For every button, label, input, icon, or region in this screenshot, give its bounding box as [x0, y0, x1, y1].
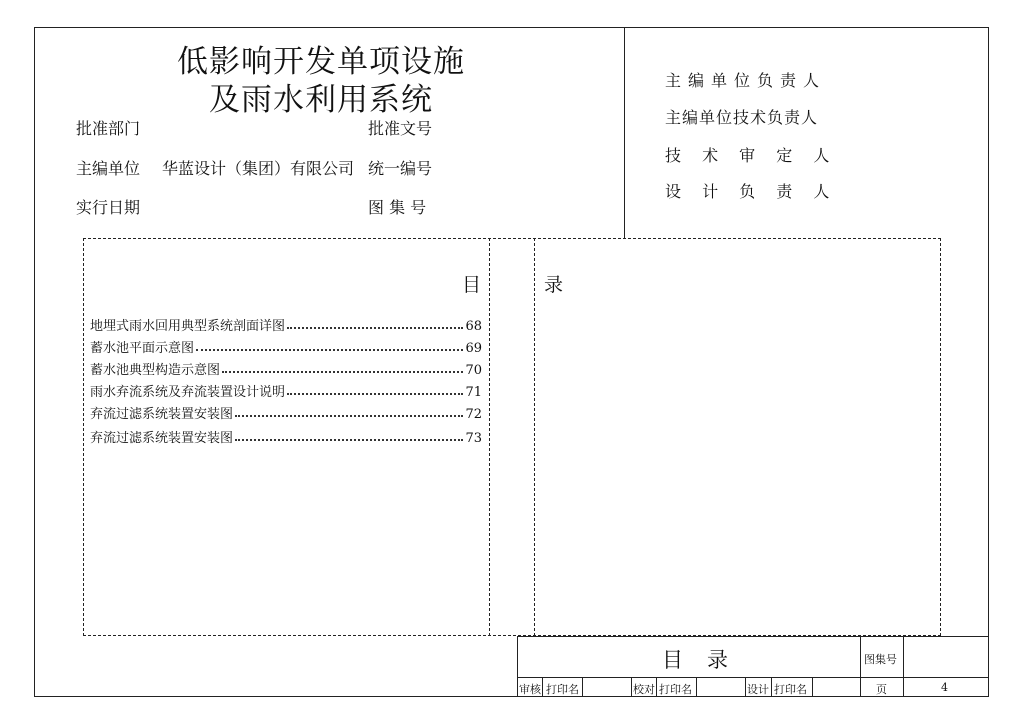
toc-item[interactable]	[90, 314, 482, 334]
title-block-divider	[903, 636, 904, 697]
design-name: 打印名	[774, 683, 807, 696]
toc-item-page: 70	[465, 363, 482, 378]
toc-item-page: 71	[465, 385, 482, 400]
review-label: 审核	[519, 683, 541, 696]
toc-item-page: 73	[465, 431, 482, 446]
tech-reviewer-label: 技 术 审 定 人	[665, 146, 838, 165]
approval-doc-label: 批准文号	[368, 119, 433, 138]
unified-no-label: 统一编号	[368, 159, 433, 178]
atlas-no-label-small: 图集号	[864, 653, 897, 666]
toc-item[interactable]	[90, 358, 482, 378]
page-number: 4	[941, 681, 948, 694]
toc-item[interactable]	[90, 336, 482, 356]
title-block-divider	[631, 677, 632, 697]
design-label: 设计	[747, 683, 769, 696]
toc-heading-right: 录	[544, 274, 564, 296]
title-block-row-divider	[517, 677, 989, 678]
header-divider	[624, 27, 625, 238]
atlas-title-line2: 及雨水利用系统	[209, 82, 433, 118]
check-name: 打印名	[659, 683, 692, 696]
toc-item-title: 弃流过滤系统装置安装图	[90, 407, 234, 422]
drawing-title: 目录	[662, 648, 752, 672]
title-block-divider	[542, 677, 543, 697]
title-block-divider	[696, 677, 697, 697]
approval-dept-label: 批准部门	[76, 119, 141, 138]
toc-heading-left: 目	[462, 274, 482, 296]
chief-unit-tech-head-label: 主编单位技术负责人	[665, 108, 819, 127]
editor-unit-label: 主编单位	[76, 159, 141, 178]
check-label: 校对	[633, 683, 655, 696]
toc-item-page: 72	[465, 407, 482, 422]
toc-item[interactable]	[90, 426, 482, 446]
design-head-label: 设 计 负 责 人	[665, 182, 838, 201]
page-label: 页	[876, 683, 887, 696]
chief-unit-head-label: 主编单位负责人	[665, 71, 827, 90]
title-block-divider	[771, 677, 772, 697]
toc-item-title: 蓄水池典型构造示意图	[90, 363, 221, 378]
toc-item-title: 地埋式雨水回用典型系统剖面详图	[90, 319, 286, 334]
title-block-divider	[812, 677, 813, 697]
toc-item-page: 69	[465, 341, 482, 356]
toc-item-title: 弃流过滤系统装置安装图	[90, 431, 234, 446]
toc-column-divider-left	[489, 238, 490, 636]
toc-item-page: 68	[465, 319, 482, 334]
atlas-title-line1: 低影响开发单项设施	[177, 44, 465, 80]
atlas-no-label: 图 集 号	[368, 198, 427, 217]
editor-unit-value: 华蓝设计（集团）有限公司	[162, 159, 355, 178]
impl-date-label: 实行日期	[76, 198, 141, 217]
title-block-divider	[860, 636, 861, 697]
toc-item-title: 雨水弃流系统及弃流装置设计说明	[90, 385, 286, 400]
toc-item[interactable]	[90, 402, 482, 422]
toc-item[interactable]	[90, 380, 482, 400]
title-block-divider	[745, 677, 746, 697]
title-block-divider	[656, 677, 657, 697]
toc-item-title: 蓄水池平面示意图	[90, 341, 195, 356]
title-block-divider	[582, 677, 583, 697]
toc-column-divider-right	[534, 238, 535, 636]
review-name: 打印名	[546, 683, 579, 696]
